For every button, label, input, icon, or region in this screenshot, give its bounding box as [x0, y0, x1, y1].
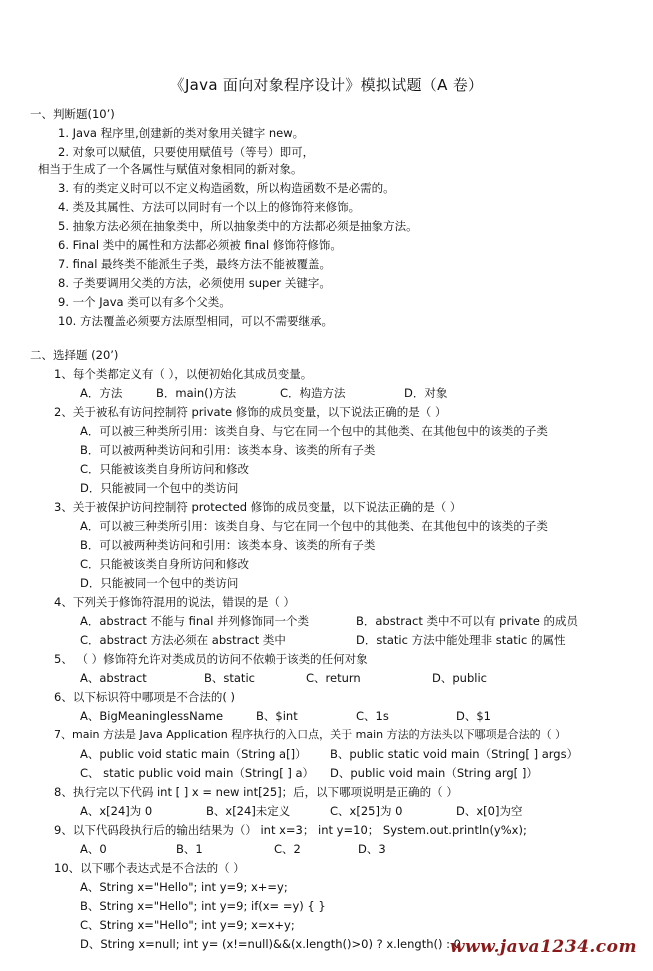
option-b: B、1 [176, 842, 203, 856]
tf-item-8: 8. 子类要调用父类的方法，必须使用 super 关键字。 [58, 276, 331, 290]
option-b: B、$int [256, 709, 298, 723]
page-title: 《Java 面向对象程序设计》模拟试题（A 卷） [169, 76, 484, 94]
tf-item-1: 1. Java 程序里,创建新的类对象用关键字 new。 [58, 126, 305, 140]
tf-item-10: 10. 方法覆盖必须要方法原型相同，可以不需要继承。 [58, 314, 333, 328]
section-heading-true-false: 一、判断题(10’) [30, 107, 115, 121]
option-a: A．abstract 不能与 final 并列修饰同一个类 [80, 614, 310, 628]
option-d: D．只能被同一个包中的类访问 [80, 481, 239, 495]
tf-item-4: 4. 类及其属性、方法可以同时有一个以上的修饰符来修饰。 [58, 200, 361, 214]
option-c: C．只能被该类自身所访问和修改 [80, 557, 250, 571]
mc-question-2: 2、关于被私有访问控制符 private 修饰的成员变量，以下说法正确的是（ ） [54, 405, 447, 419]
mc-options-8 [80, 803, 640, 819]
tf-item-2: 2. 对象可以赋值，只要使用赋值号（等号）即可， [58, 145, 315, 159]
option-c: C．只能被该类自身所访问和修改 [80, 462, 250, 476]
option-a: A、0 [80, 842, 107, 856]
option-d: D、public [432, 671, 487, 685]
mc-options-6 [80, 708, 640, 724]
option-b: B．main()方法 [156, 386, 237, 400]
option-a: A．方法 [80, 386, 123, 400]
option-b: B．可以被两种类访问和引用：该类本身、该类的所有子类 [80, 443, 376, 457]
option-a: A．可以被三种类所引用：该类自身、与它在同一个包中的其他类、在其他包中的该类的子类 [80, 424, 548, 438]
option-a: A．可以被三种类所引用：该类自身、与它在同一个包中的其他类、在其他包中的该类的子类 [80, 519, 548, 533]
mc-question-1: 1、每个类都定义有（ ），以便初始化其成员变量。 [54, 367, 313, 381]
option-a: A、String x="Hello"; int y=9; x+=y; [80, 880, 288, 894]
option-d: D．只能被同一个包中的类访问 [80, 576, 239, 590]
mc-question-9: 9、以下代码段执行后的输出结果为（） int x=3； int y=10； System.out.println(y%x); [54, 823, 527, 837]
option-a: A、public void static main（String a[]） [80, 747, 307, 761]
mc-question-6: 6、以下标识符中哪项是不合法的( ) [54, 690, 235, 704]
option-c: C、 static public void main（String[ ] a） [80, 766, 315, 780]
option-c: C、return [306, 671, 361, 685]
option-c: C、x[25]为 0 [330, 804, 403, 818]
option-c: C．abstract 方法必须在 abstract 类中 [80, 633, 286, 647]
option-c: C、2 [274, 842, 301, 856]
option-c: C、1s [356, 709, 389, 723]
option-b: B、public static void main（String[ ] args） [330, 747, 579, 761]
option-d: D、3 [358, 842, 386, 856]
mc-question-10: 10、以下哪个表达式是不合法的（ ） [54, 861, 245, 875]
site-watermark: www.java1234.com [449, 937, 637, 957]
mc-question-5: 5、 （ ）修饰符允许对类成员的访问不依赖于该类的任何对象 [54, 652, 368, 666]
option-b: B．abstract 类中不可以有 private 的成员 [356, 614, 578, 628]
tf-item-2-continued: 相当于生成了一个各属性与赋值对象相同的新对象。 [38, 162, 303, 176]
option-d: D．static 方法中能处理非 static 的属性 [356, 633, 566, 647]
option-d: D．对象 [404, 386, 448, 400]
option-a: A、BigMeaninglessName [80, 709, 224, 723]
mc-options-5 [80, 670, 640, 686]
option-c: C、String x="Hello"; int y=9; x=x+y; [80, 918, 295, 932]
section-heading-multiple-choice: 二、选择题 (20’) [30, 348, 119, 362]
option-d: D、public void main（String arg[ ]） [330, 766, 538, 780]
option-b: B．可以被两种类访问和引用：该类本身、该类的所有子类 [80, 538, 376, 552]
option-b: B、String x="Hello"; int y=9; if(x= =y) { } [80, 899, 326, 913]
tf-item-3: 3. 有的类定义时可以不定义构造函数，所以构造函数不是必需的。 [58, 181, 395, 195]
tf-item-7: 7. final 最终类不能派生子类，最终方法不能被覆盖。 [58, 257, 332, 271]
mc-question-7: 7、main 方法是 Java Application 程序执行的入口点，关于 main 方法的方法头以下哪项是合法的（ ） [54, 728, 567, 741]
option-d: D、$1 [456, 709, 491, 723]
option-a: A、abstract [80, 671, 147, 685]
option-d: D、x[0]为空 [456, 804, 523, 818]
mc-question-8: 8、执行完以下代码 int [ ] x = new int[25]；后，以下哪项说明是正确的（ ） [54, 785, 458, 799]
option-b: B、x[24]未定义 [206, 804, 291, 818]
mc-question-4: 4、下列关于修饰符混用的说法，错误的是（ ） [54, 595, 295, 609]
option-b: B、static [204, 671, 255, 685]
tf-item-5: 5. 抽象方法必须在抽象类中，所以抽象类中的方法都必须是抽象方法。 [58, 219, 418, 233]
mc-question-3: 3、关于被保护访问控制符 protected 修饰的成员变量，以下说法正确的是（ ） [54, 500, 462, 514]
option-c: C．构造方法 [280, 386, 346, 400]
mc-options-9 [80, 841, 640, 857]
tf-item-9: 9. 一个 Java 类可以有多个父类。 [58, 295, 231, 309]
option-d: D、String x=null; int y= (x!=null)&&(x.length()>0) ? x.length() : 0 [80, 937, 461, 951]
tf-item-6: 6. Final 类中的属性和方法都必须被 final 修饰符修饰。 [58, 238, 342, 252]
mc-options-1 [80, 385, 640, 401]
option-a: A、x[24]为 0 [80, 804, 153, 818]
